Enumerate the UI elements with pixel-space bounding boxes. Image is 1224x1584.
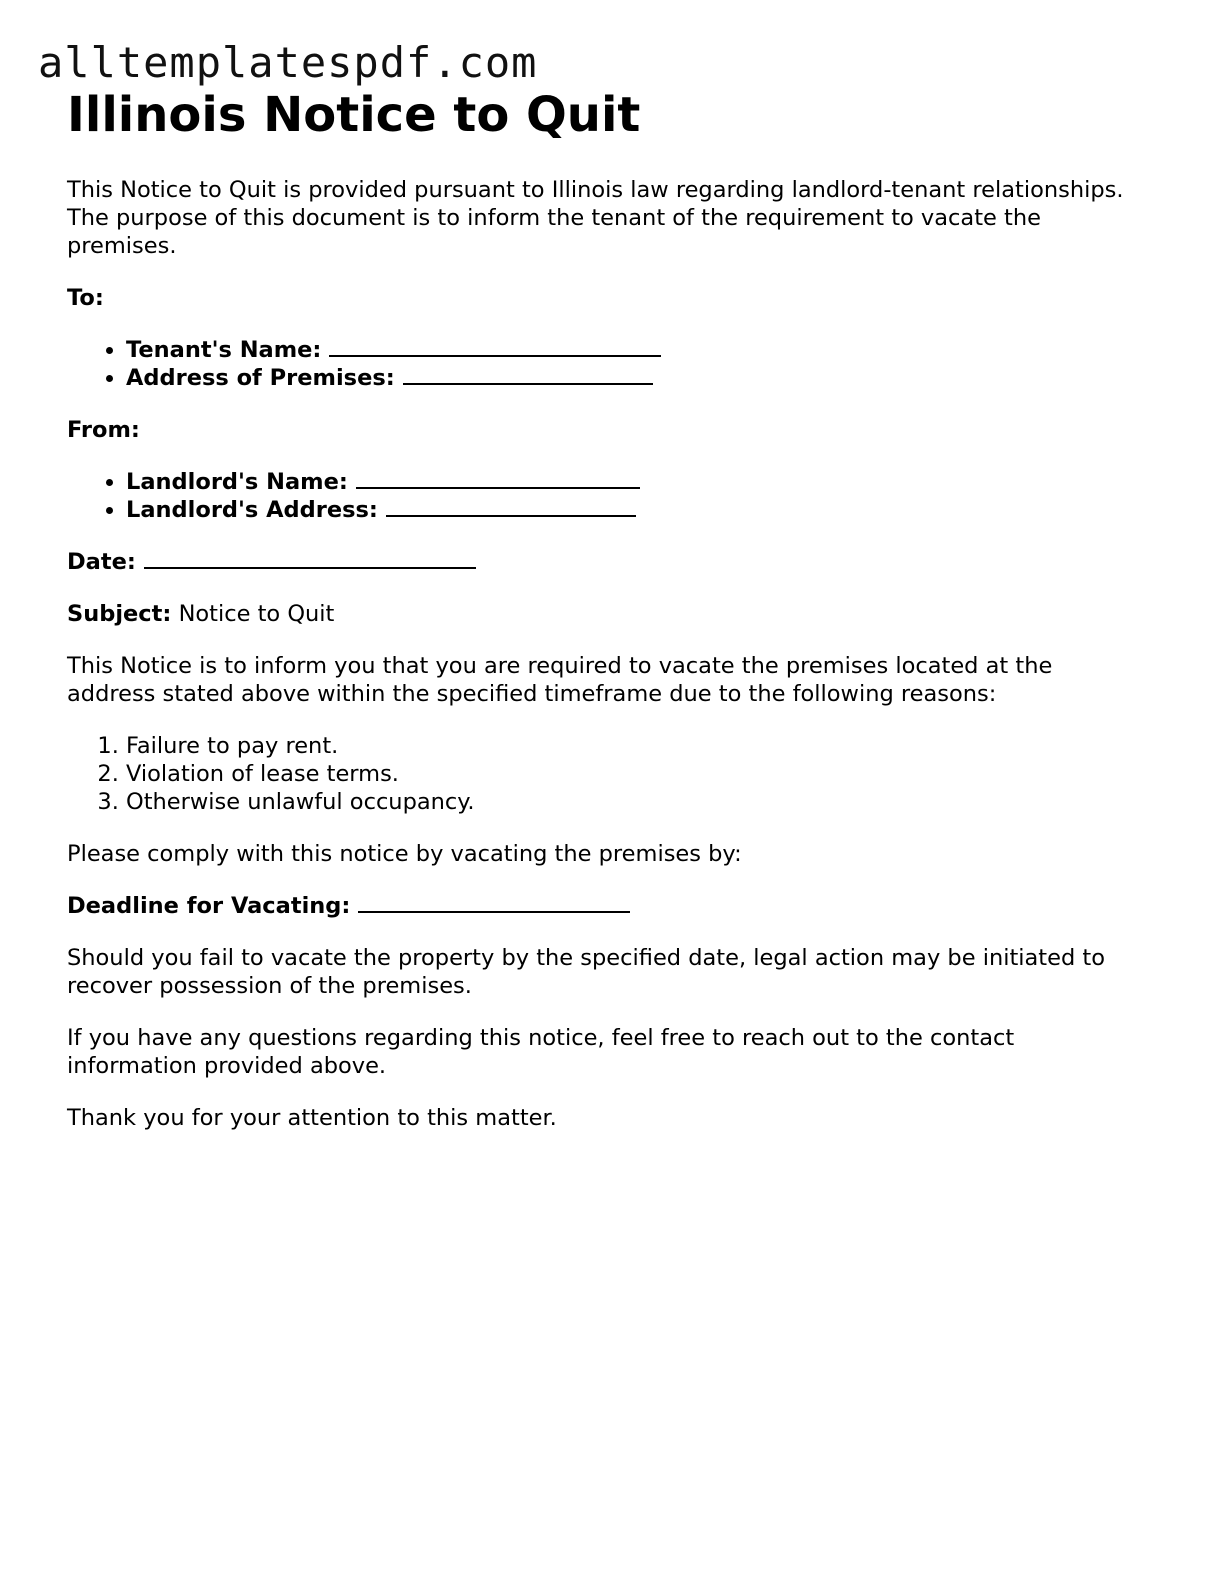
- reasons-list: [67, 732, 1147, 816]
- date-field[interactable]: [144, 548, 476, 569]
- list-item: [126, 364, 1147, 392]
- subject-value: Notice to Quit: [178, 601, 335, 627]
- list-item: 2. Violation of lease terms.: [126, 760, 1147, 788]
- date-label: Date:: [67, 549, 136, 575]
- list-item: [126, 496, 1147, 524]
- from-list: [67, 468, 1147, 524]
- list-item: [126, 468, 1147, 496]
- notice-paragraph: This Notice is to inform you that you are required to vacate the premises located at the address stated above within the specified timeframe due to the following reasons:: [67, 653, 1053, 707]
- watermark: alltemplatespdf.com: [38, 38, 538, 87]
- deadline-label: Deadline for Vacating:: [67, 893, 351, 919]
- landlord-address-field[interactable]: [386, 496, 636, 517]
- deadline-field[interactable]: [358, 892, 630, 913]
- comply-paragraph: Please comply with this notice by vacating the premises by:: [67, 841, 742, 867]
- to-heading: To:: [67, 285, 104, 311]
- premises-address-field[interactable]: [403, 364, 653, 385]
- date-line: [67, 548, 1147, 576]
- document-body: [67, 86, 1147, 1132]
- subject-label: Subject:: [67, 601, 172, 627]
- intro-paragraph: This Notice to Quit is provided pursuant to Illinois law regarding landlord-tenant relationships. The purpose of this document is to inform the tenant of the requirement to vacate the premises.: [67, 177, 1124, 259]
- thanks-paragraph: Thank you for your attention to this matter.: [67, 1105, 557, 1131]
- from-heading: From:: [67, 417, 140, 443]
- deadline-line: [67, 892, 1147, 920]
- list-item: [126, 336, 1147, 364]
- list-item: 3. Otherwise unlawful occupancy.: [126, 788, 1147, 816]
- list-item: 1. Failure to pay rent.: [126, 732, 1147, 760]
- failure-paragraph: Should you fail to vacate the property by the specified date, legal action may be initiated to recover possession of the premises.: [67, 945, 1105, 999]
- landlord-name-label: Landlord's Name:: [126, 469, 348, 495]
- landlord-address-label: Landlord's Address:: [126, 497, 378, 523]
- subject-line: [67, 600, 1147, 628]
- tenant-name-field[interactable]: [329, 336, 661, 357]
- premises-address-label: Address of Premises:: [126, 365, 395, 391]
- page-title: Illinois Notice to Quit: [67, 87, 641, 143]
- questions-paragraph: If you have any questions regarding this notice, feel free to reach out to the contact information provided above.: [67, 1025, 1015, 1079]
- tenant-name-label: Tenant's Name:: [126, 337, 322, 363]
- landlord-name-field[interactable]: [356, 468, 640, 489]
- to-list: [67, 336, 1147, 392]
